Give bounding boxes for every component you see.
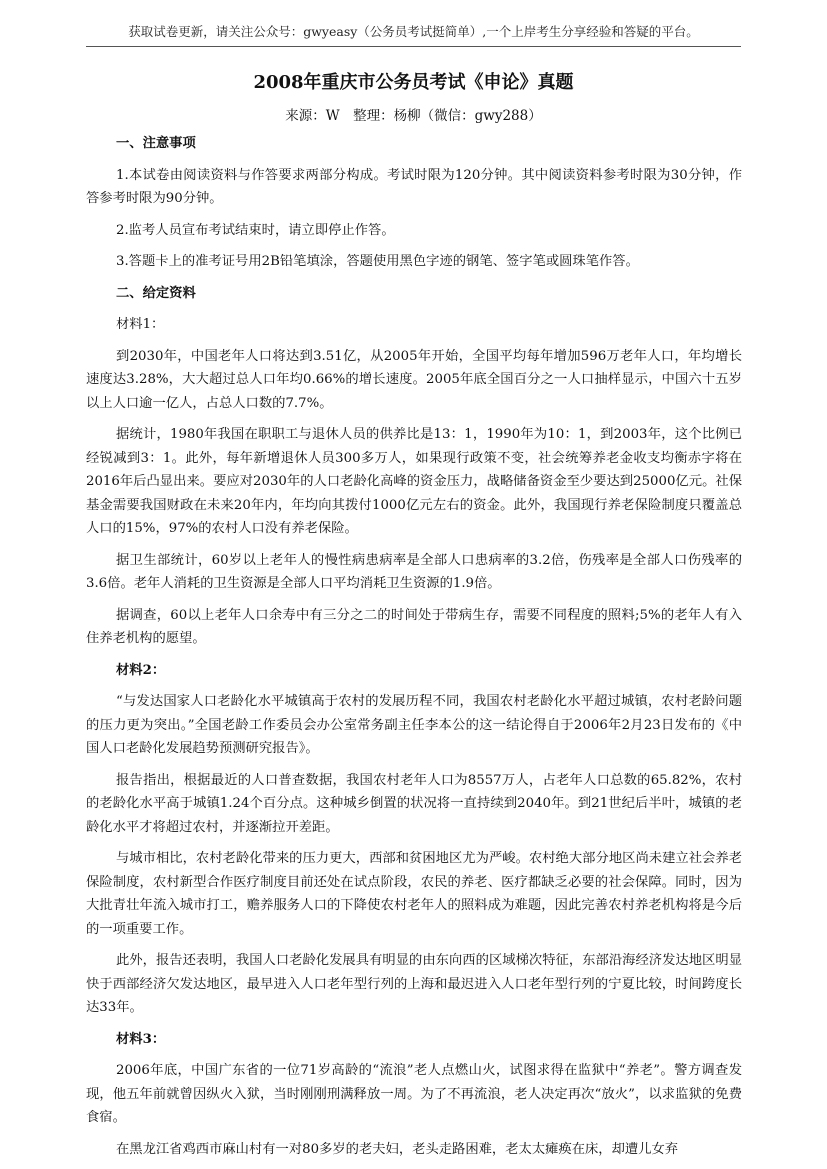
material-paragraph: 2006年底，中国广东省的一位71岁高龄的“流浪”老人点燃山火，试图求得在监狱中“养老”。警方调查发现，他五年前就曾因纵火入狱，当时刚刚刑满释放一周。为了不再流浪，老人决定再次“放火”，以求监狱的免费食宿。 [86, 1063, 742, 1125]
material-paragraph: 与城市相比，农村老龄化带来的压力更大，西部和贫困地区尤为严峻。农村绝大部分地区尚未建立社会养老保险制度，农村新型合作医疗制度目前还处在试点阶段，农民的养老、医疗都缺乏必要的社会保障。同时，因为大批青壮年流入城市打工，赡养服务人口的下降使农村老年人的照料成为难题，因此完善农村养老机构将是今后的一项重要工作。 [86, 851, 742, 937]
material-1-label: 材料1： [116, 317, 165, 332]
material-paragraph: 报告指出，根据最近的人口普查数据，我国农村老年人口为8557万人，占老年人口总数的65.82%，农村的老龄化水平高于城镇1.24个百分点。这种城乡倒置的状况将一直持续到2040年。到21世纪后半叶，城镇的老龄化水平才将超过农村，并逐渐拉开差距。 [86, 772, 742, 835]
section-heading-notes: 一、注意事项 [116, 136, 196, 151]
notes-item: 2.监考人员宣布考试结束时，请立即停止作答。 [116, 222, 395, 238]
material-paragraph: 此外，报告还表明，我国人口老龄化发展具有明显的由东向西的区域梯次特征，东部沿海经济发达地区明显快于西部经济欠发达地区，最早进入人口老年型行列的上海和最迟进入人口老年型行列的宁夏比较，时间跨度长达33年。 [86, 953, 742, 1015]
material-3-label: 材料3： [116, 1031, 166, 1047]
material-paragraph: 据卫生部统计，60岁以上老年人的慢性病患病率是全部人口患病率的3.2倍，伤残率是全部人口伤残率的3.6倍。老年人消耗的卫生资源是全部人口平均消耗卫生资源的1.9倍。 [86, 552, 742, 591]
material-2-label: 材料2： [116, 662, 166, 678]
material-paragraph: 到2030年，中国老年人口将达到3.51亿，从2005年开始，全国平均每年增加596万老年人口，年均增长速度达3.28%，大大超过总人口年均0.66%的增长速度。2005年底全国百分之一人口抽样显示，中国六十五岁以上人口逾一亿人，占总人口数的7.7%。 [86, 348, 742, 411]
notes-item: 1.本试卷由阅读资料与作答要求两部分构成。考试时限为120分钟。其中阅读资料参考时限为30分钟，作答参考时限为90分钟。 [86, 167, 742, 206]
header-notice: 获取试卷更新，请关注公众号：gwyeasy（公务员考试挺简单）,一个上岸考生分享经验和答疑的平台。 [128, 24, 699, 39]
header-divider [86, 46, 741, 47]
material-paragraph: 据统计，1980年我国在职职工与退休人员的供养比是13：1，1990年为10：1，到2003年，这个比例已经锐减到3：1。此外，每年新增退休人员300多万人，如果现行政策不变，社会统筹养老金收支均衡赤字将在2016年后凸显出来。要应对2030年的人口老龄化高峰的资金压力，战略储备资金至少要达到25000亿元。社保基金需要我国财政在未来20年内，年均向其拨付1000亿元左右的资金。此外，我国现行养老保险制度只覆盖总人口的15%，97%的农村人口没有养老保险。 [86, 427, 742, 536]
section-heading-materials: 二、给定资料 [116, 285, 196, 301]
material-paragraph: 在黑龙江省鸡西市麻山村有一对80多岁的老夫妇，老头走路困难，老太太瘫痪在床，却遭儿女弃 [116, 1141, 679, 1157]
document-source: 来源：W 整理：杨柳（微信：gwy288） [285, 108, 542, 124]
notes-item: 3.答题卡上的准考证号用2B铅笔填涂，答题使用黑色字迹的钢笔、签字笔或圆珠笔作答。 [116, 254, 639, 269]
document-title: 2008年重庆市公务员考试《申论》真题 [253, 72, 574, 93]
document-body [86, 132, 742, 1169]
material-paragraph: 据调查，60以上老年人口余寿中有三分之二的时间处于带病生存，需要不同程度的照料;5%的老年人有入住养老机构的愿望。 [86, 607, 742, 646]
material-paragraph: “与发达国家人口老龄化水平城镇高于农村的发展历程不同，我国农村老龄化水平超过城镇，农村老龄问题的压力更为突出。”全国老龄工作委员会办公室常务副主任李本公的这一结论得自于2006年2月23日发布的《中国人口老龄化发展趋势预测研究报告》。 [86, 694, 742, 756]
